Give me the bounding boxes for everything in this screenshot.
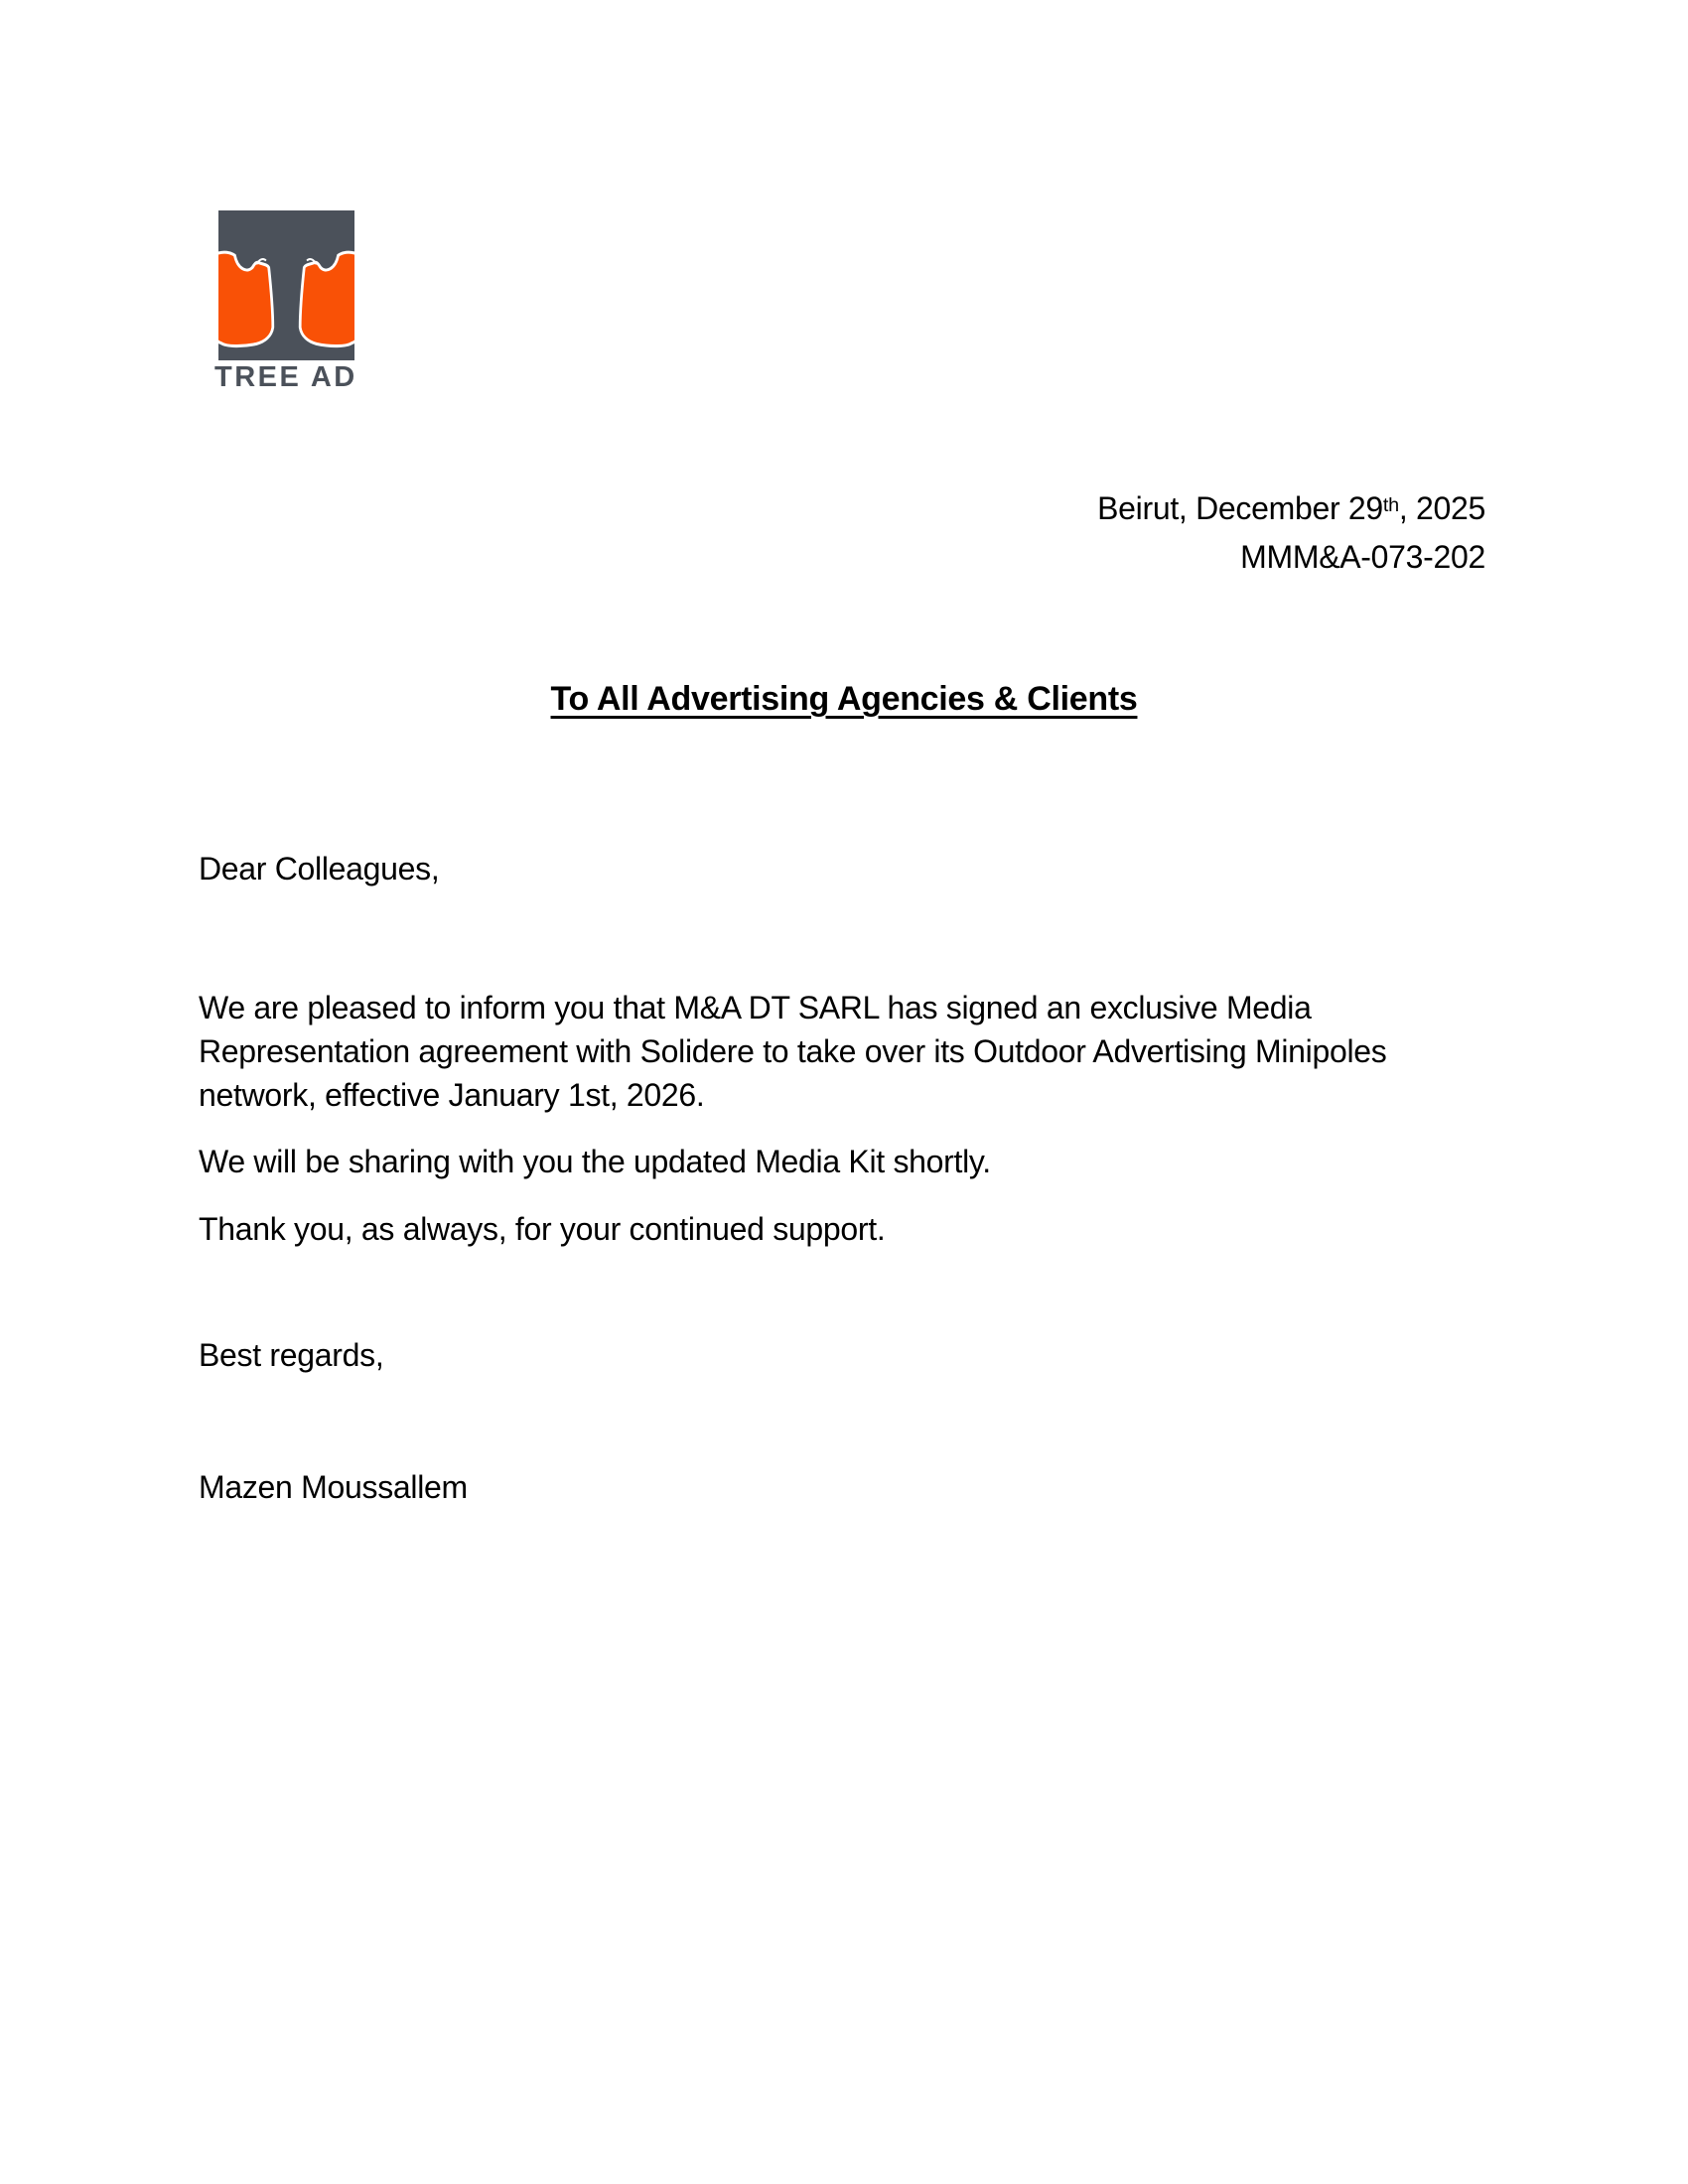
salutation: Dear Colleagues, [199, 851, 440, 887]
letter-heading: To All Advertising Agencies & Clients [550, 680, 1138, 718]
company-logo [214, 210, 377, 393]
brand-name: TREE AD [214, 361, 357, 393]
date-prefix: Beirut, December 29 [1097, 490, 1383, 526]
paragraph-thanks: Thank you, as always, for your continued support. [199, 1211, 886, 1247]
paragraph-media-kit: We will be sharing with you the updated Media Kit shortly. [199, 1144, 991, 1179]
reference-number: MMM&A-073-202 [1240, 539, 1485, 575]
location-date-line [1097, 486, 1485, 535]
date-ordinal-superscript: th [1382, 494, 1399, 517]
paragraph-announcement: We are pleased to inform you that M&A DT SARL has signed an exclusive Media Representation agreement with Solidere to take over its Outdoor Advertising Minipoles network, effective January 1st, 2026. [199, 990, 1387, 1113]
letter-body [199, 847, 1491, 1509]
letter-heading-row [0, 677, 1688, 721]
date-suffix: , 2025 [1398, 490, 1485, 526]
closing: Best regards, [199, 1337, 384, 1373]
signature-name: Mazen Moussallem [199, 1469, 468, 1505]
header-date-block [1097, 486, 1485, 579]
tree-logo-icon [218, 210, 354, 360]
